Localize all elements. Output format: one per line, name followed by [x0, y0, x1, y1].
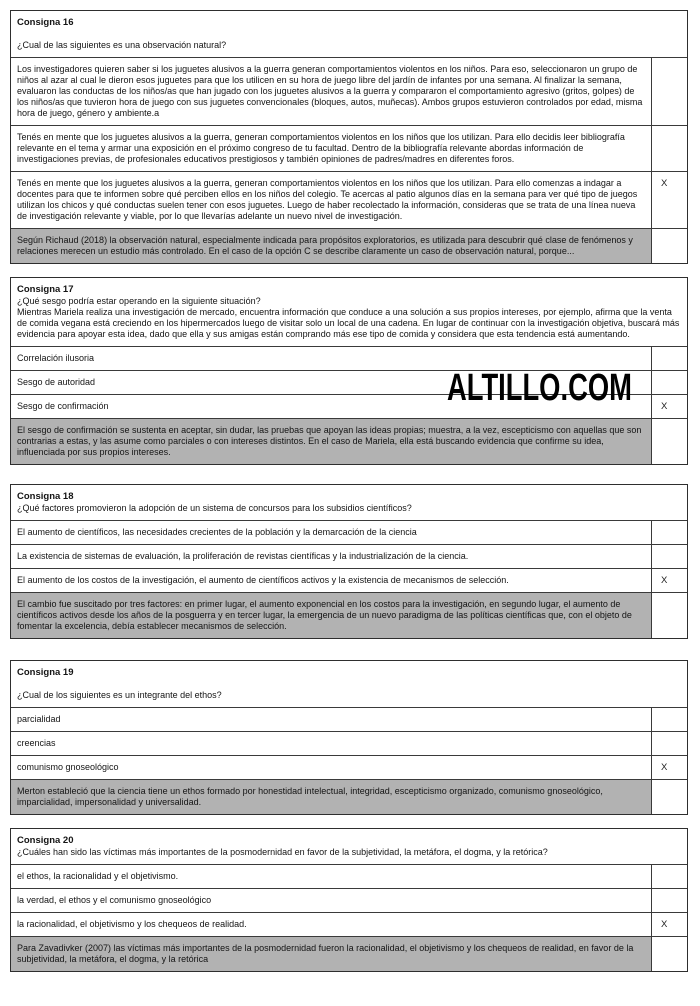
option-row-selected: [11, 568, 687, 592]
answer-mark-cell: [652, 732, 687, 755]
consigna-question: ¿Cual de las siguientes es una observación natural?: [17, 40, 227, 50]
consigna-question: ¿Cual de los siguientes es un integrante del ethos?: [17, 690, 222, 700]
consigna-18-header: [11, 485, 687, 520]
consigna-16-header: [11, 11, 687, 57]
explanation-text: Merton estableció que la ciencia tiene un ethos formado por honestidad intelectual, integridad, escepticismo organizado, comunismo gnoseológico, imparcialidad, impersonalidad y universalidad.: [11, 780, 652, 814]
answer-mark-cell: [652, 126, 687, 171]
option-row: [11, 520, 687, 544]
consigna-20: [10, 828, 688, 972]
consigna-19-header: [11, 661, 687, 707]
option-row-selected: [11, 394, 687, 418]
answer-mark-cell: X: [652, 913, 687, 936]
answer-mark-cell: [652, 865, 687, 888]
consigna-question: ¿Qué factores promovieron la adopción de un sistema de concursos para los subsidios científicos?: [17, 503, 412, 513]
answer-mark-cell: [652, 545, 687, 568]
option-text: Los investigadores quieren saber si los juguetes alusivos a la guerra generan comportamientos violentos en los niños. Para eso, seleccionaron un grupo de niños al azar al cual le dieron esos juguetes para que los utilicen en su hora de juego libre del jardín de infantes por una semana. Al finalizar la semana, evaluaron las conductas de los niños/as que han jugado con los juguetes alusivos a la guerra y compararon el comportamiento agresivo (gritos, golpes) de los niños/as que tuvieron hora de juego con sus juguetes convencionales (bloques, autos, muñecas). Ambos grupos estuvieron controlados por edad, misma hora de juego, género y ambiente.a: [11, 58, 652, 125]
option-text: La existencia de sistemas de evaluación, la proliferación de revistas científicas y la industrialización de la ciencia.: [11, 545, 652, 568]
option-row: [11, 707, 687, 731]
answer-mark-cell: [652, 347, 687, 370]
explanation-mark-cell: [652, 229, 687, 263]
explanation-text: Para Zavadivker (2007) las víctimas más importantes de la posmodernidad fueron la racionalidad, el objetivismo y los chequeos de realidad, en favor de la subjetividad, la metáfora, el dogma, y la retórica: [11, 937, 652, 971]
answer-mark-cell: [652, 371, 687, 394]
explanation-text: El cambio fue suscitado por tres factores: en primer lugar, el aumento exponencial en los costos para la investigación, en segundo lugar, el aumento de científicos activos desde los años de la posguerra y en tercer lugar, la emergencia de un nuevo paradigma de las políticas científicas que, con el objeto de fomentar la excelencia, debía establecer mecanismos de selección.: [11, 593, 652, 638]
consigna-17: [10, 277, 688, 465]
option-row: [11, 125, 687, 171]
consigna-question: ¿Qué sesgo podría estar operando en la siguiente situación?: [17, 296, 261, 306]
option-row: [11, 346, 687, 370]
answer-mark-cell: [652, 708, 687, 731]
consigna-scenario: Mientras Mariela realiza una investigación de mercado, encuentra información que conduce a una solución a sus propios intereses, por ejemplo, afirma que la venta de comida vegana está creciendo en los hipermercados luego de visitar solo un local de una cadena. En lugar de continuar con la investigación objetiva, buscará más evidencia para apoyar esta idea, dado que ella y sus amigas están comprando más ese tipo de comida y considera que esta tendencia está aumentando.: [17, 307, 680, 339]
option-row-selected: [11, 912, 687, 936]
option-text: Sesgo de autoridad: [11, 371, 652, 394]
option-text: Tenés en mente que los juguetes alusivos a la guerra, generan comportamientos violentos en los niños que los utilizan. Para ello comenzas a indagar a docentes para que te informen sobre qué perciben ellos en los niños del colegio. Te acercas al patio algunos días en la semana para ver qué tipo de juegos utilizan los chicos y qué conductas suelen tener con esos juguetes. Luego de haber recolectado la información, consideras que se trata de una línea nueva de investigación relevante y viable, por lo que llevarías adelante un nuevo nivel de investigación.: [11, 172, 652, 228]
option-text: parcialidad: [11, 708, 652, 731]
answer-mark-cell: [652, 889, 687, 912]
option-row: [11, 544, 687, 568]
explanation-row: [11, 592, 687, 638]
consigna-18: [10, 484, 688, 639]
answer-mark-cell: X: [652, 569, 687, 592]
option-text: El aumento de los costos de la investigación, el aumento de científicos activos y la existencia de mecanismos de selección.: [11, 569, 652, 592]
explanation-mark-cell: [652, 937, 687, 971]
answer-mark-cell: X: [652, 395, 687, 418]
option-text: El aumento de científicos, las necesidades crecientes de la población y la demarcación de la ciencia: [11, 521, 652, 544]
explanation-row: [11, 418, 687, 464]
consigna-title: Consigna 16: [17, 17, 74, 28]
altillo-watermark: ALTILLO.COM: [447, 367, 632, 409]
explanation-mark-cell: [652, 780, 687, 814]
explanation-text: Según Richaud (2018) la observación natural, especialmente indicada para propósitos exploratorios, es utilizada para descubrir qué clase de fenómenos y relaciones merecen un estudio más controlado. En el caso de la opción C se describe claramente un caso de observación natural, porque...: [11, 229, 652, 263]
option-text: Correlación ilusoria: [11, 347, 652, 370]
answer-mark-cell: [652, 58, 687, 125]
consigna-title: Consigna 20: [17, 835, 74, 846]
consigna-16: [10, 10, 688, 264]
option-row: [11, 864, 687, 888]
explanation-mark-cell: [652, 419, 687, 464]
consigna-17-header: [11, 278, 687, 346]
option-text: Tenés en mente que los juguetes alusivos a la guerra, generan comportamientos violentos en los niños que los utilizan. Para ello decidis leer bibliografía relevante en el tema y armar una exposición en el próximo congreso de tu facultad. Dentro de la bibliografía relevante abordas información de investigaciones previas, de profesionales educativos prestigiosos y también opiniones de padres/madres en diferentes foros.: [11, 126, 652, 171]
explanation-row: [11, 779, 687, 814]
option-row: [11, 57, 687, 125]
explanation-text: El sesgo de confirmación se sustenta en aceptar, sin dudar, las pruebas que apoyan las ideas propias; muestra, a la vez, escepticismo con aquellas que son contrarias a estas, y las asume como parciales o con intereses distintos. En el caso de Mariela, ella está buscando evidencia que confirme su idea, influenciada por sus propios intereses.: [11, 419, 652, 464]
option-text: comunismo gnoseológico: [11, 756, 652, 779]
consigna-19: [10, 660, 688, 815]
option-row: [11, 888, 687, 912]
option-text: el ethos, la racionalidad y el objetivismo.: [11, 865, 652, 888]
consigna-title: Consigna 18: [17, 491, 74, 502]
option-row: [11, 370, 687, 394]
answer-mark-cell: [652, 521, 687, 544]
option-text: Sesgo de confirmación: [11, 395, 652, 418]
consigna-title: Consigna 17: [17, 284, 74, 295]
consigna-question: ¿Cuáles han sido las víctimas más importantes de la posmodernidad en favor de la subjetividad, la metáfora, el dogma, y la retórica?: [17, 847, 548, 857]
explanation-row: [11, 228, 687, 263]
consigna-title: Consigna 19: [17, 667, 74, 678]
option-text: creencias: [11, 732, 652, 755]
answer-mark-cell: X: [652, 172, 687, 228]
consigna-20-header: [11, 829, 687, 864]
option-row: [11, 731, 687, 755]
option-text: la verdad, el ethos y el comunismo gnoseológico: [11, 889, 652, 912]
explanation-row: [11, 936, 687, 971]
explanation-mark-cell: [652, 593, 687, 638]
option-text: la racionalidad, el objetivismo y los chequeos de realidad.: [11, 913, 652, 936]
answer-mark-cell: X: [652, 756, 687, 779]
option-row-selected: [11, 171, 687, 228]
option-row-selected: [11, 755, 687, 779]
